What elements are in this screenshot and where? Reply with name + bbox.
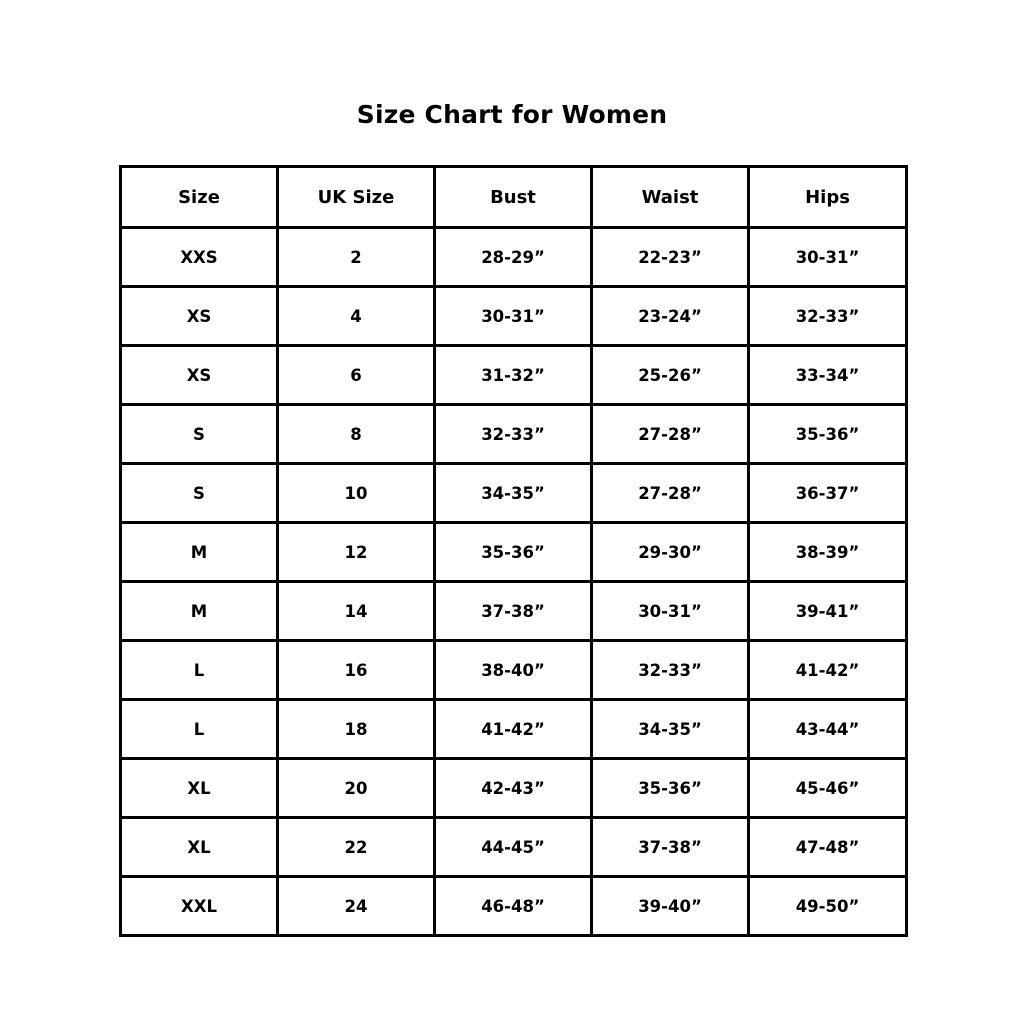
size-chart-table xyxy=(119,165,908,937)
table-cell: 24 xyxy=(278,877,435,936)
table-cell: 36-37” xyxy=(749,464,907,523)
column-header-waist: Waist xyxy=(592,167,749,228)
table-cell: 35-36” xyxy=(435,523,592,582)
table-cell: L xyxy=(121,641,278,700)
table-cell: 30-31” xyxy=(435,287,592,346)
table-cell: 25-26” xyxy=(592,346,749,405)
table-cell: 4 xyxy=(278,287,435,346)
table-cell: S xyxy=(121,464,278,523)
table-cell: M xyxy=(121,523,278,582)
page-title: Size Chart for Women xyxy=(356,100,668,129)
table-cell: 37-38” xyxy=(435,582,592,641)
table-cell: 10 xyxy=(278,464,435,523)
table-cell: 47-48” xyxy=(749,818,907,877)
table-row xyxy=(121,759,907,818)
table-body xyxy=(121,228,907,936)
table-cell: 29-30” xyxy=(592,523,749,582)
table-cell: 32-33” xyxy=(749,287,907,346)
table-cell: 32-33” xyxy=(592,641,749,700)
column-header-hips: Hips xyxy=(749,167,907,228)
table-cell: XXL xyxy=(121,877,278,936)
table-cell: 14 xyxy=(278,582,435,641)
table-row xyxy=(121,523,907,582)
table-cell: 28-29” xyxy=(435,228,592,287)
table-cell: 27-28” xyxy=(592,464,749,523)
table-cell: 39-40” xyxy=(592,877,749,936)
table-cell: 35-36” xyxy=(749,405,907,464)
table-cell: XL xyxy=(121,818,278,877)
table-row xyxy=(121,287,907,346)
table-cell: 42-43” xyxy=(435,759,592,818)
table-cell: 46-48” xyxy=(435,877,592,936)
size-table-container xyxy=(119,165,905,937)
table-cell: 30-31” xyxy=(749,228,907,287)
table-row xyxy=(121,228,907,287)
table-cell: 41-42” xyxy=(749,641,907,700)
table-cell: 34-35” xyxy=(435,464,592,523)
table-cell: 33-34” xyxy=(749,346,907,405)
table-cell: 32-33” xyxy=(435,405,592,464)
table-cell: 34-35” xyxy=(592,700,749,759)
column-header-uk-size: UK Size xyxy=(278,167,435,228)
table-cell: 22-23” xyxy=(592,228,749,287)
table-cell: 37-38” xyxy=(592,818,749,877)
table-cell: 38-39” xyxy=(749,523,907,582)
table-cell: 30-31” xyxy=(592,582,749,641)
table-cell: 22 xyxy=(278,818,435,877)
table-cell: M xyxy=(121,582,278,641)
table-row xyxy=(121,346,907,405)
column-header-size: Size xyxy=(121,167,278,228)
table-header-row xyxy=(121,167,907,228)
column-header-bust: Bust xyxy=(435,167,592,228)
table-row xyxy=(121,641,907,700)
table-cell: 6 xyxy=(278,346,435,405)
table-row xyxy=(121,700,907,759)
table-cell: 49-50” xyxy=(749,877,907,936)
table-cell: 8 xyxy=(278,405,435,464)
table-cell: XL xyxy=(121,759,278,818)
table-cell: 38-40” xyxy=(435,641,592,700)
table-cell: 2 xyxy=(278,228,435,287)
table-cell: XS xyxy=(121,346,278,405)
table-cell: 12 xyxy=(278,523,435,582)
table-cell: S xyxy=(121,405,278,464)
table-header xyxy=(121,167,907,228)
table-cell: 45-46” xyxy=(749,759,907,818)
table-cell: 23-24” xyxy=(592,287,749,346)
table-cell: XXS xyxy=(121,228,278,287)
table-row xyxy=(121,405,907,464)
table-cell: 35-36” xyxy=(592,759,749,818)
table-cell: 31-32” xyxy=(435,346,592,405)
table-cell: 18 xyxy=(278,700,435,759)
table-cell: XS xyxy=(121,287,278,346)
table-cell: 39-41” xyxy=(749,582,907,641)
table-row xyxy=(121,818,907,877)
table-row xyxy=(121,582,907,641)
table-cell: 20 xyxy=(278,759,435,818)
table-cell: L xyxy=(121,700,278,759)
table-cell: 16 xyxy=(278,641,435,700)
table-cell: 44-45” xyxy=(435,818,592,877)
table-row xyxy=(121,464,907,523)
table-cell: 27-28” xyxy=(592,405,749,464)
table-cell: 43-44” xyxy=(749,700,907,759)
table-row xyxy=(121,877,907,936)
table-cell: 41-42” xyxy=(435,700,592,759)
